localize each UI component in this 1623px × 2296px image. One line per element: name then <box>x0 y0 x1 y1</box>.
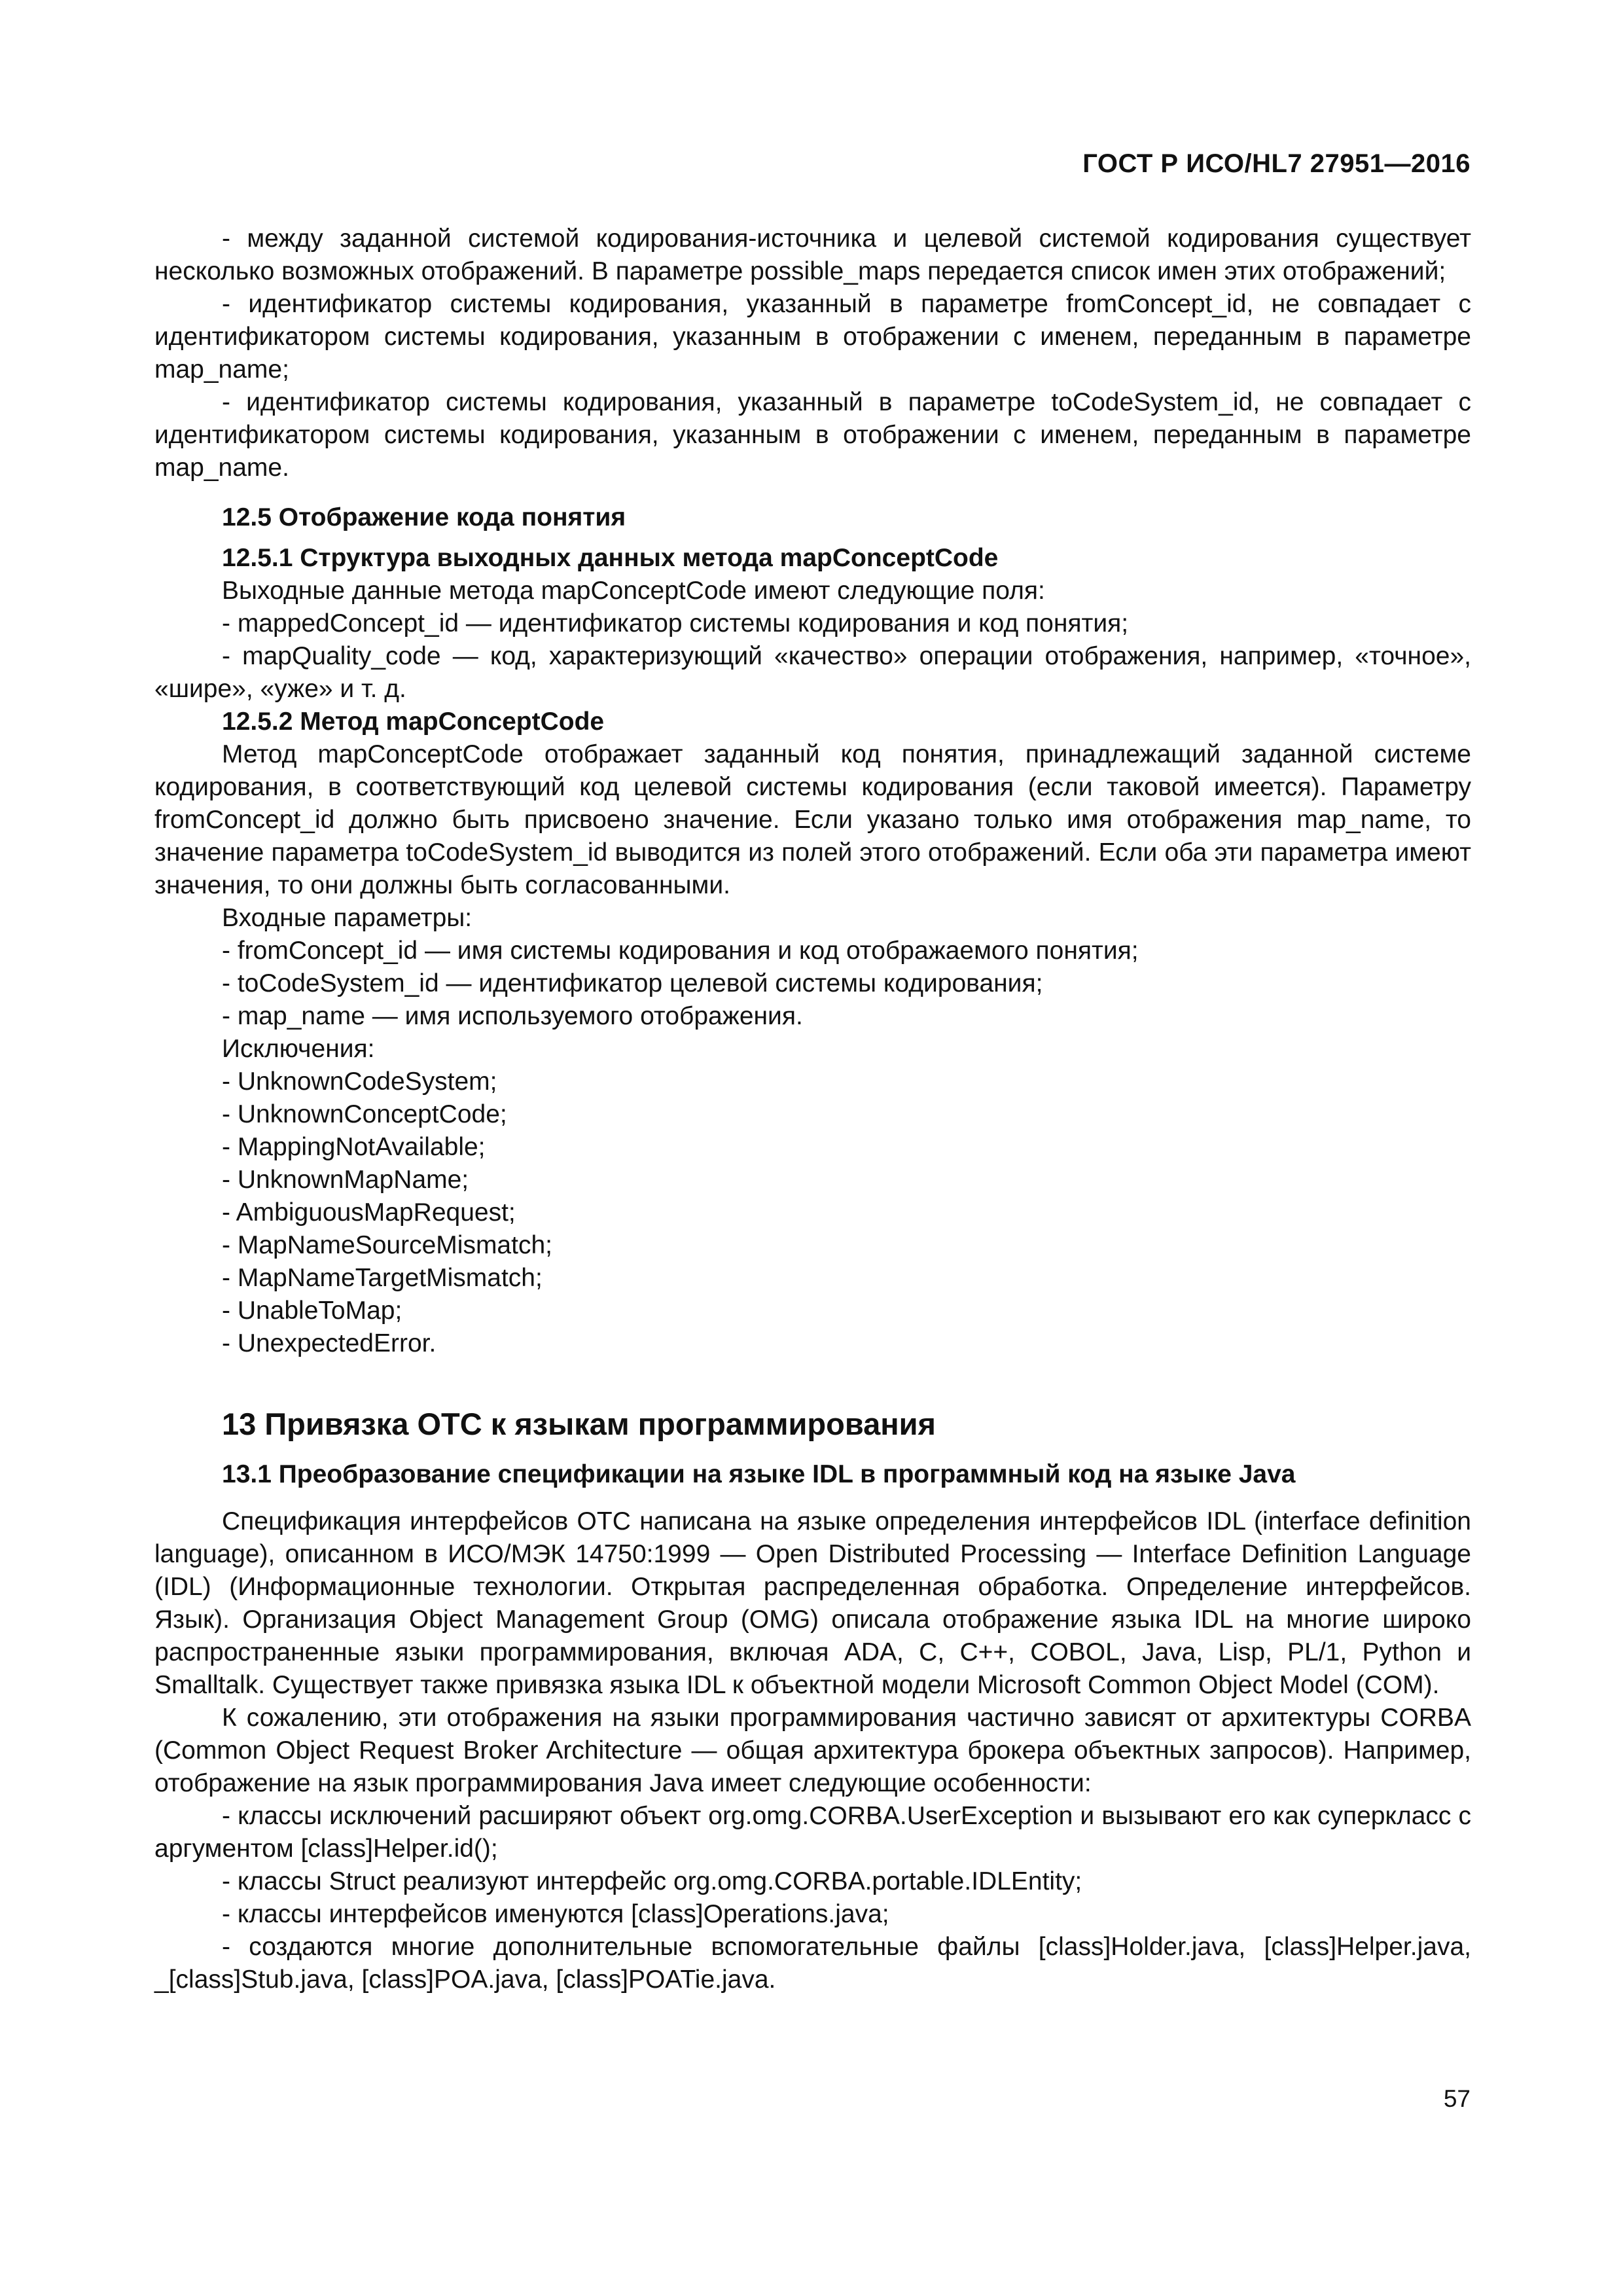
exception-item: - AmbiguousMapRequest; <box>222 1198 516 1227</box>
section-heading-13: 13 Привязка ОТС к языкам программирования <box>222 1407 936 1441</box>
exception-item: - UnknownConceptCode; <box>222 1100 507 1128</box>
section-heading-12-5: 12.5 Отображение кода понятия <box>222 503 626 531</box>
exception-item: - MapNameSourceMismatch; <box>222 1231 552 1259</box>
list-item: - mappedConcept_id — идентификатор системы кодирования и код понятия; <box>222 609 1129 637</box>
standard-header: ГОСТ Р ИСО/HL7 27951—2016 <box>1082 149 1471 178</box>
list-item: - идентификатор системы кодирования, указанный в параметре toCodeSystem_id, не совпадает с идентификатором системы кодирования, указанным в отображении с именем, переданным в параметре map_name. <box>154 388 1471 482</box>
body-text <box>154 223 1471 1996</box>
exception-item: - UnknownCodeSystem; <box>222 1067 497 1096</box>
list-item: - классы интерфейсов именуются [class]Operations.java; <box>222 1900 889 1928</box>
paragraph: К сожалению, эти отображения на языки программирования частично зависят от архитектуры CORBA (Common Object Request Broker Architecture — общая архитектура брокера объектных запросов). Например, отображение на язык программирования Java имеет следующие особенности: <box>154 1704 1471 1797</box>
exception-item: - MappingNotAvailable; <box>222 1133 486 1161</box>
paragraph: Выходные данные метода mapConceptCode имеют следующие поля: <box>222 577 1045 605</box>
exception-item: - UnexpectedError. <box>222 1329 437 1357</box>
list-item: - создаются многие дополнительные вспомогательные файлы [class]Holder.java, [class]Helper.java, _[class]Stub.java, [class]POA.java, [class]POATie.java. <box>154 1933 1471 1994</box>
exception-item: - UnknownMapName; <box>222 1166 469 1194</box>
exception-item: - MapNameTargetMismatch; <box>222 1264 543 1292</box>
paragraph: Метод mapConceptCode отображает заданный код понятия, принадлежащий заданной системе кодирования, в соответствующий код целевой системы кодирования (если таковой имеется). Параметру fromConcept_id должно быть присвоено значение. Если указано только имя отображения map_name, то значение параметра toCodeSystem_id выводится из полей этого отображений. Если оба эти параметра имеют значения, то они должны быть согласованными. <box>154 740 1471 899</box>
page-number: 57 <box>1443 2085 1471 2112</box>
list-item: - идентификатор системы кодирования, указанный в параметре fromConcept_id, не совпадает с идентификатором системы кодирования, указанным в отображении с именем, переданным в параметре map_name; <box>154 290 1471 384</box>
list-item: - fromConcept_id — имя системы кодирования и код отображаемого понятия; <box>222 937 1139 965</box>
section-heading-13-1: 13.1 Преобразование спецификации на языке IDL в программный код на языке Java <box>222 1460 1296 1488</box>
list-item: - между заданной системой кодирования-источника и целевой системой кодирования существует несколько возможных отображений. В параметре possible_maps передается список имен этих отображений; <box>154 224 1471 285</box>
exception-item: - UnableToMap; <box>222 1297 402 1325</box>
list-item: - mapQuality_code — код, характеризующий «качество» операции отображения, например, «точное», «шире», «уже» и т. д. <box>154 642 1471 703</box>
list-item: - map_name — имя используемого отображения. <box>222 1002 803 1030</box>
inputs-label: Входные параметры: <box>222 904 473 932</box>
list-item: - классы Struct реализуют интерфейс org.omg.CORBA.portable.IDLEntity; <box>222 1867 1082 1895</box>
paragraph: Спецификация интерфейсов ОТС написана на языке определения интерфейсов IDL (interface definition language), описанном в ИСО/МЭК 14750:1999 — Open Distributed Processing — Interface Definition Language (IDL) (Информационные технологии. Открытая распределенная обработка. Определение интерфейсов. Язык). Организация Object Management Group (OMG) описала отображение языка IDL на многие широко распространенные языки программирования, включая ADA, C, C++, COBOL, Java, Lisp, PL/1, Python и Smalltalk. Существует также привязка языка IDL к объектной модели Microsoft Common Object Model (COM). <box>154 1507 1471 1699</box>
list-item: - классы исключений расширяют объект org.omg.CORBA.UserException и вызывают его как суперкласс с аргументом [class]Helper.id(); <box>154 1802 1471 1863</box>
list-item: - toCodeSystem_id — идентификатор целевой системы кодирования; <box>222 969 1043 997</box>
section-heading-12-5-2: 12.5.2 Метод mapConceptCode <box>222 708 605 736</box>
section-heading-12-5-1: 12.5.1 Структура выходных данных метода mapConceptCode <box>222 544 999 572</box>
exceptions-label: Исключения: <box>222 1035 375 1063</box>
